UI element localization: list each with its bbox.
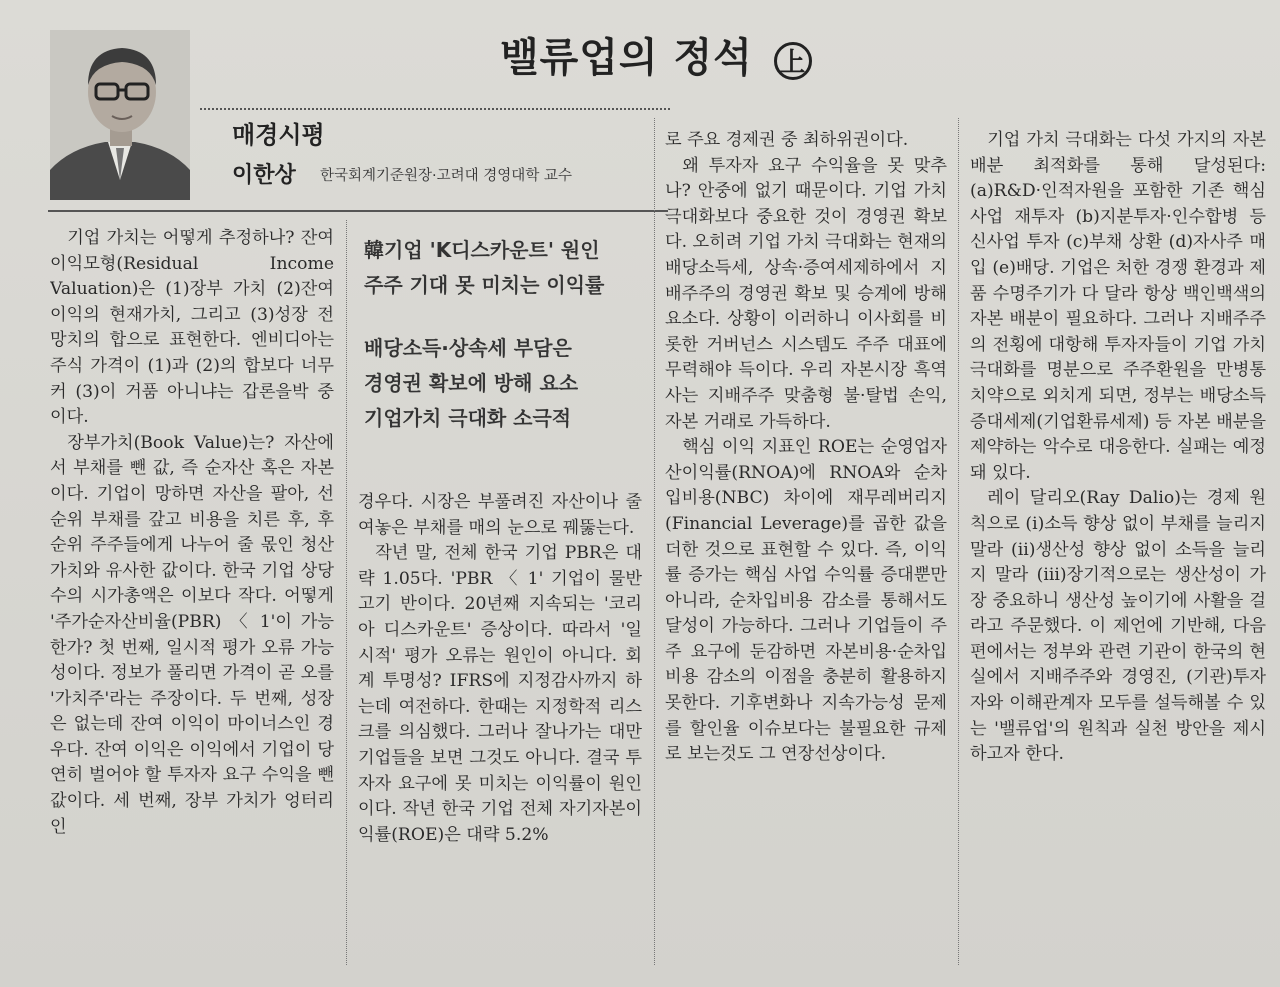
paragraph: 경우다. 시장은 부풀려진 자산이나 줄여놓은 부채를 매의 눈으로 꿰뚫는다. [358,492,642,538]
column-divider [654,118,655,965]
subheadline-deck [364,233,644,463]
part-mark: 上 [774,42,812,80]
headline [500,28,840,88]
deck-line: 주주 기대 못 미치는 이익률 [364,273,605,297]
paragraph: 기업 가치는 어떻게 추정하나? 잔여이익모형(Residual Income Valuation)은 (1)장부 가치 (2)잔여 이익의 현재가치, 그리고 (3)성장 전망치의 합으로 표현한다. 엔비디아는 주식 가격이 (1)과 (2)의 합보다 너무 커 (3)이 거품 아니냐는 갑론을박 중이다. [50,228,334,428]
paragraph: 로 주요 경제권 중 최하위권이다. [665,130,909,150]
paragraph: 핵심 이익 지표인 ROE는 순영업자산이익률(RNOA)에 RNOA와 순차입비용(NBC) 차이에 재무레버리지(Financial Leverage)를 곱한 값을 더한 것으로 표현할 수 있다. 즉, 이익률 증가는 핵심 사업 수익률 증대뿐만 아니라, 순차입비용 감소를 통해서도 달성이 가능하다. 그러나 기업들이 주주 요구에 둔감하면 자본비용·순차입비용 감소의 이점을 충분히 활용하지 못한다. 기후변화나 지속가능성 문제를 할인율 이슈보다는 불필요한 규제로 보는것도 그 연장선상이다. [665,437,947,765]
paragraph: 장부가치(Book Value)는? 자산에서 부채를 뺀 값, 즉 순자산 혹은 자본이다. 기업이 망하면 자산을 팔아, 선순위 부채를 갚고 비용을 치른 후, 후순위 주주들에게 나누어 줄 몫인 청산 가치와 유사한 값이다. 한국 기업 상당수의 시가총액은 이보다 작다. 어떻게 '주가순자산비율(PBR) 〈 1'이 가능한가? 첫 번째, 일시적 평가 오류 가능성이다. 정보가 풀리면 가격이 곧 오를 '가치주'라는 주장이다. 두 번째, 성장은 없는데 잔여 이익이 마이너스인 경우다. 잔여 이익은 이익에서 기업이 당연히 벌어야 할 투자자 요구 수익을 뺀 값이다. 세 번째, 장부 가치가 엉터리인 [50,432,334,837]
section-divider [200,108,670,110]
author-affiliation: 한국회계기준원장·고려대 경영대학 교수 [320,168,572,184]
column-divider [958,118,959,965]
column-4 [970,128,1266,970]
paragraph: 작년 말, 전체 한국 기업 PBR은 대략 1.05다. 'PBR 〈 1' 기업이 물반 고기 반이다. 20년째 지속되는 '코리아 디스카운트' 증상이다. 따라서 '일시적' 평가 오류는 원인이 아니다. 회계 투명성? IFRS에 지정감사까지 하는데 여전하다. 한때는 지정학적 리스크를 의심했다. 그러나 잘나가는 대만 기업들을 보면 그것도 아니다. 결국 투자자 요구에 못 미치는 이익률이 원인이다. 작년 한국 기업 전체 자기자본이익률(ROE)은 대략 5.2% [358,543,642,845]
column-1 [50,226,334,961]
deck-line: 기업가치 극대화 소극적 [364,406,572,430]
deck-gap [364,303,644,331]
headline-title: 밸류업의 정석 [500,34,753,81]
author-name: 이한상 [232,163,296,188]
author-photo [50,30,190,200]
column-2 [358,490,642,955]
column-section-name: 매경시평 [232,121,325,149]
column-3 [665,128,947,958]
column-divider [346,220,347,965]
deck-line: 경영권 확보에 방해 요소 [364,371,579,395]
byline-divider [48,210,668,212]
deck-line: 韓기업 'K디스카운트' 원인 [364,238,600,262]
paragraph: 레이 달리오(Ray Dalio)는 경제 원칙으로 (i)소득 향상 없이 부채를 늘리지 말라 (ii)생산성 향상 없이 소득을 늘리지 말라 (iii)장기적으로는 생산성이 가장 중요하니 생산성 높이기에 사활을 걸라고 주문했다. 이 제언에 기반해, 다음 편에서는 정부와 관련 기관이 한국의 현실에서 지배주주와 경영진, (기관)투자자와 이해관계자 모두를 설득해볼 수 있는 '밸류업'의 원칙과 실천 방안을 제시하고자 한다. [970,488,1266,765]
paragraph: 왜 투자자 요구 수익율을 못 맞추나? 안중에 없기 때문이다. 기업 가치 극대화보다 중요한 것이 경영권 확보다. 오히려 기업 가치 극대화는 현재의 배당소득세, 상속·증여세제하에서 지배주주의 경영권 확보 및 승계에 방해 요소다. 상황이 이러하니 이사회를 비롯한 거버넌스 시스템도 주주 대표에 무력해야 득이다. 우리 자본시장 흑역사는 지배주주 맞춤형 불·탈법 손익, 자본 거래로 가득하다. [665,155,947,432]
deck-line: 배당소득·상속세 부담은 [364,336,572,360]
paragraph: 기업 가치 극대화는 다섯 가지의 자본 배분 최적화를 통해 달성된다: (a)R&D·인적자원을 포함한 기존 핵심 사업 재투자 (b)지분투자·인수합병 등 신사업 투자 (c)부채 상환 (d)자사주 매입 (e)배당. 기업은 처한 경쟁 환경과 제품 수명주기가 다 달라 항상 백인백색의 자본 배분이 필요하다. 그러나 지배주주의 전횡에 대항해 투자자들이 기업 가치 극대화를 명분으로 주주환원을 만병통치약으로 외치게 되면, 정부는 배당소득 증대세제(기업환류세제) 등 자본 배분을 제약하는 악수로 대응한다. 실패는 예정돼 있다. [970,130,1266,483]
